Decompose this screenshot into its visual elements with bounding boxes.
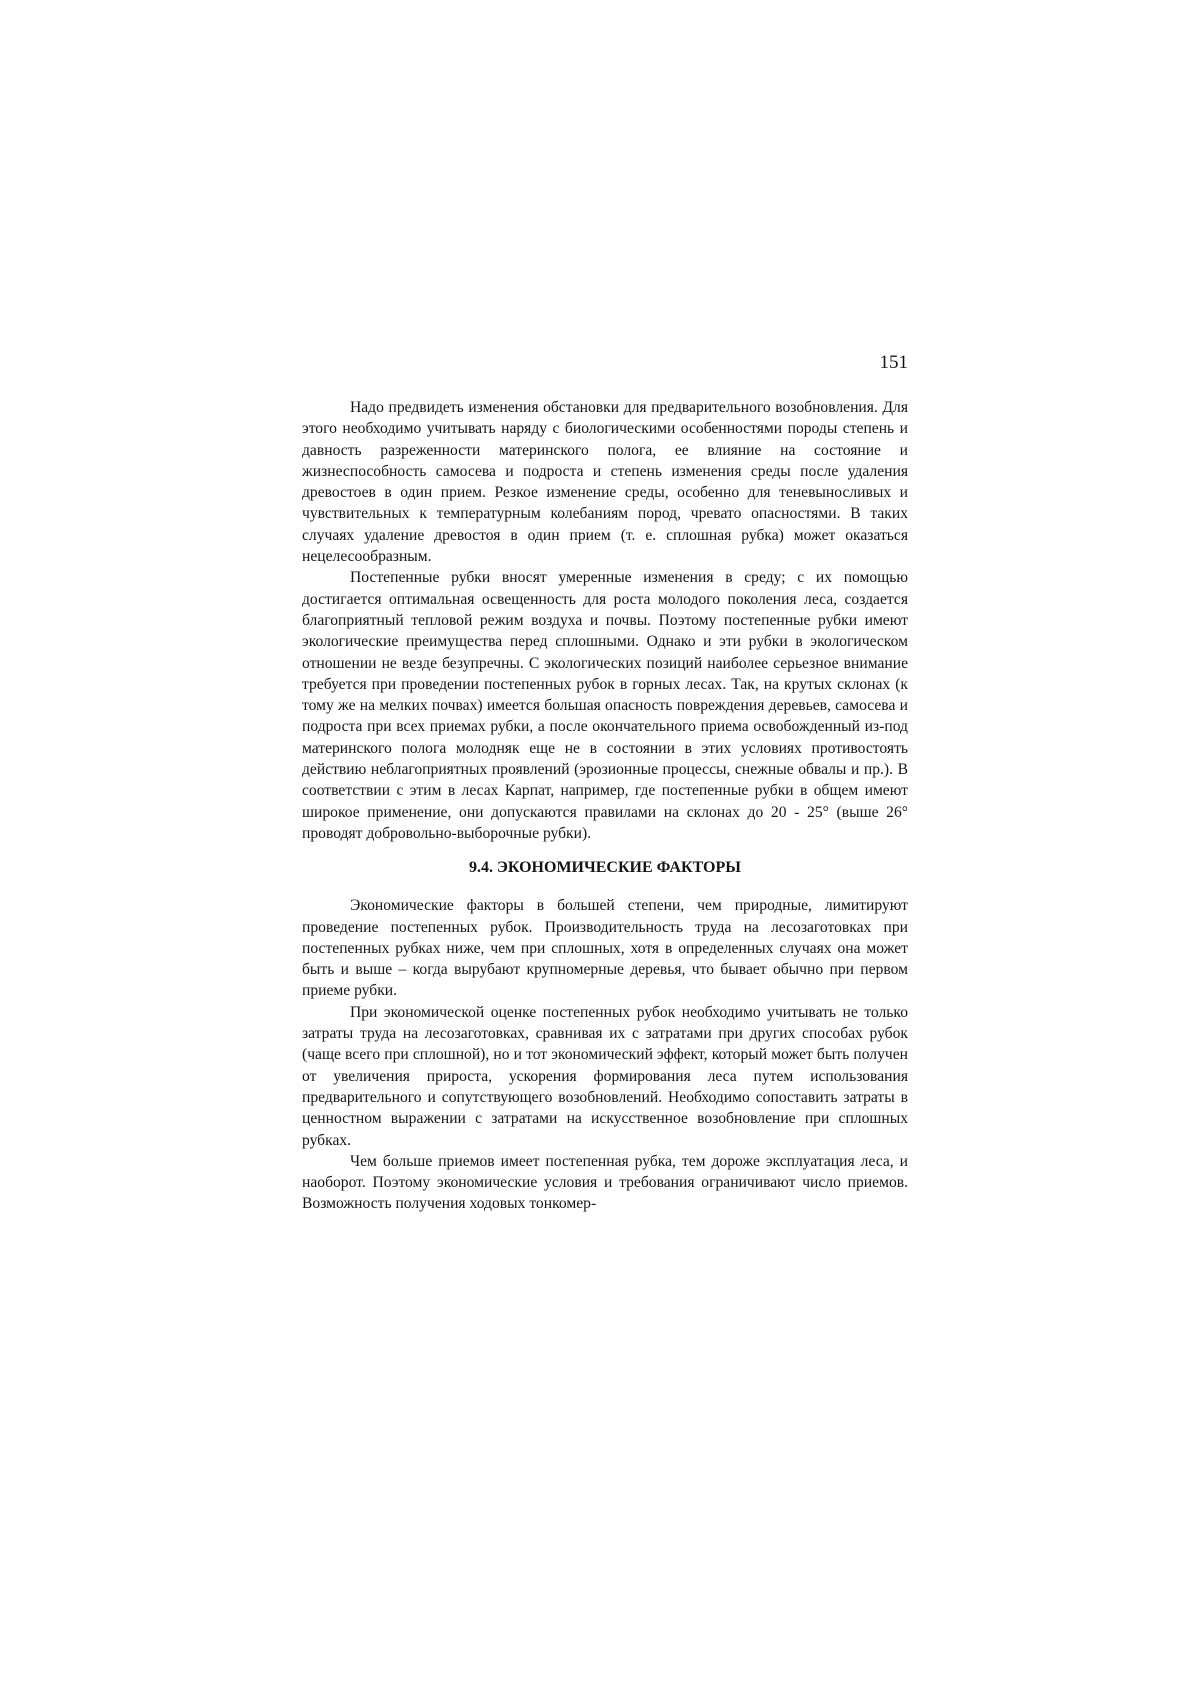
paragraph: Экономические факторы в большей степени, чем природные, лимитируют проведение постепенных рубок. Производительность труда на лесозаготовках при постепенных рубках ниже, чем при сплошных, хотя в определенных случаях она может быть и выше – когда вырубают крупномерные деревья, что бывает обычно при первом приеме рубки.	[302, 897, 908, 1000]
page-number: 151	[879, 352, 908, 373]
paragraph: Надо предвидеть изменения обстановки для предварительного возобновления. Для этого необходимо учитывать наряду с биологическими особенностями породы степень и давность разреженности материнского полога, ее влияние на состояние и жизнеспособность самосева и подроста и степень изменения среды после удаления древостоев в один прием. Резкое изменение среды, особенно для теневыносливых и чувствительных к температурным колебаниям пород, чревато опасностями. В таких случаях удаление древостоя в один прием (т. е. сплошная рубка) может оказаться нецелесообразным.	[302, 399, 908, 566]
paragraph: Чем больше приемов имеет постепенная рубка, тем дороже эксплуатация леса, и наоборот. Поэтому экономические условия и требования ограничивают число приемов. Возможность получения ходовых тонкомер-	[302, 1152, 908, 1213]
text-block	[302, 397, 908, 1215]
paragraph: Постепенные рубки вносят умеренные изменения в среду; с их помощью достигается оптимальная освещенность для роста молодого поколения леса, создается благоприятный тепловой режим воздуха и почвы. Поэтому постепенные рубки имеют экологические преимущества перед сплошными. Однако и эти рубки в экологическом отношении не везде безупречны. С экологических позиций наиболее серьезное внимание требуется при проведении постепенных рубок в горных лесах. Так, на крутых склонах (к тому же на мелких почвах) имеется большая опасность повреждения деревьев, самосева и подроста при всех приемах рубки, а после окончательного приема освобожденный из-под материнского полога молодняк еще не в состоянии в этих условиях противостоять действию неблагоприятных проявлений (эрозионные процессы, снежные обвалы и пр.). В соответствии с этим в лесах Карпат, например, где постепенные рубки в общем имеют широкое применение, они допускаются правилами на склонах до 20 - 25° (выше 26° проводят добровольно-выборочные рубки).	[302, 569, 908, 842]
section-heading: 9.4. ЭКОНОМИЧЕСКИЕ ФАКТОРЫ	[469, 859, 741, 877]
paragraph: При экономической оценке постепенных рубок необходимо учитывать не только затраты труда на лесозаготовках, сравнивая их с затратами при других способах рубок (чаще всего при сплошной), но и тот экономический эффект, который может быть получен от увеличения прироста, ускорения формирования леса путем использования предварительного и сопутствующего возобновлений. Необходимо сопоставить затраты в ценностном выражении с затратами на искусственное возобновление при сплошных рубках.	[302, 1003, 908, 1149]
